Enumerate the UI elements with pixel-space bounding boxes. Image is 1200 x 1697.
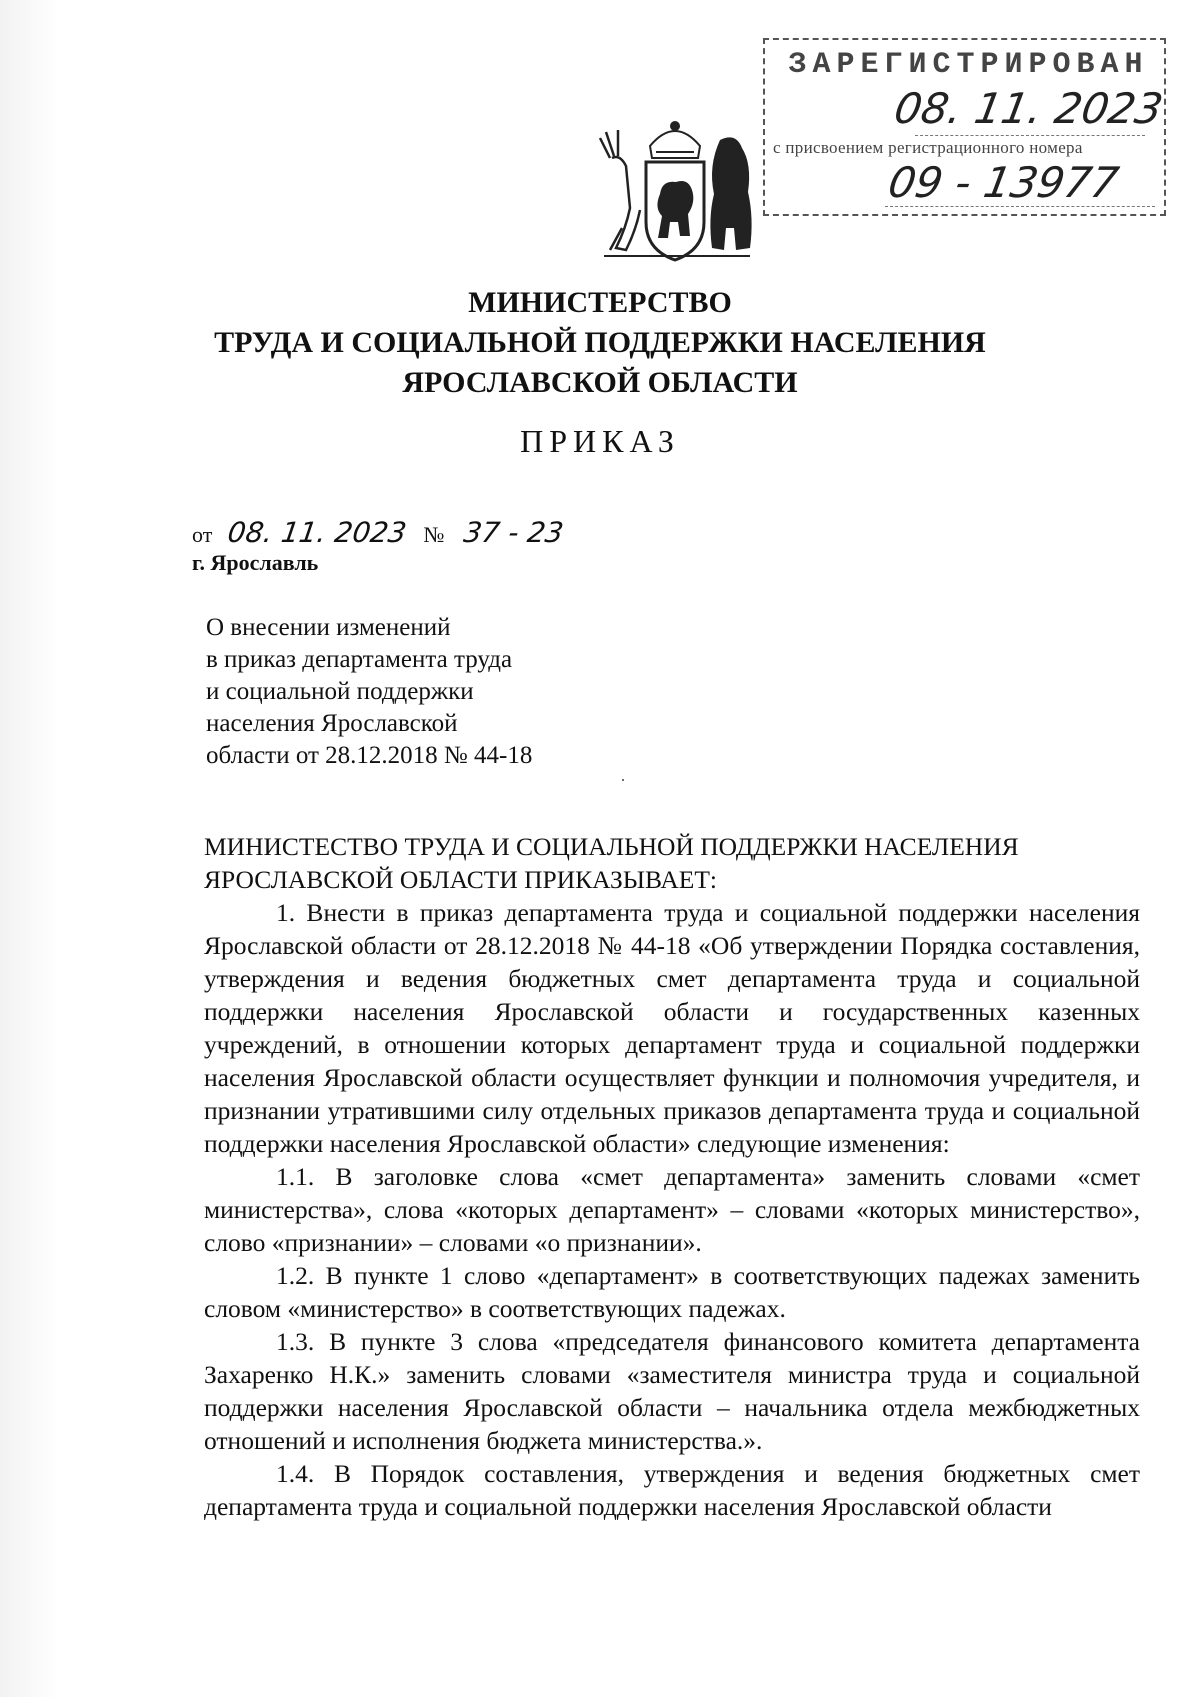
handwritten-number: 37 - 23 (461, 516, 566, 549)
number-prefix: № (423, 522, 445, 547)
stamp-title: ЗАРЕГИСТРИРОВАН (788, 48, 1149, 82)
subject-line: населения Ярославской (206, 710, 458, 737)
subject-line: О внесении изменений (206, 614, 451, 641)
coat-of-arms-icon (590, 118, 760, 268)
registration-stamp (763, 38, 1166, 216)
stamp-date: 08. 11. 2023 (890, 84, 1167, 133)
document-type: ПРИКАЗ (520, 423, 680, 459)
paragraph-1: 1. Внести в приказ департамента труда и социальной поддержки населения Ярославской области от 28.12.2018 № 44-18 «Об утверждении Порядка составления, утверждения и ведения бюджетных смет департамента труда и социальной поддержки населения Ярославской области и государственных казенных учреждений, в отношении которых департамент труда и социальной поддержки населения Ярославской области осуществляет функции и полномочия учредителя, и признании утратившими силу отдельных приказов департамента труда и социальной поддержки населения Ярославской области» следующие изменения: (204, 898, 1140, 1158)
subject-line: области от 28.12.2018 № 44-18 (206, 742, 533, 769)
paragraph-1-4: 1.4. В Порядок составления, утверждения и ведения бюджетных смет департамента труда и социальной поддержки населения Ярославской области (204, 1459, 1140, 1521)
subject-line: и социальной поддержки (206, 678, 474, 705)
org-name-line2: ТРУДА И СОЦИАЛЬНОЙ ПОДДЕРЖКИ НАСЕЛЕНИЯ (214, 326, 986, 359)
city: г. Ярославль (192, 550, 319, 575)
org-name-line3: ЯРОСЛАВСКОЙ ОБЛАСТИ (402, 366, 798, 399)
stamp-divider (915, 135, 1145, 136)
order-lead: МИНИСТЕСТВО ТРУДА И СОЦИАЛЬНОЙ ПОДДЕРЖКИ НАСЕЛЕНИЯ ЯРОСЛАВСКОЙ ОБЛАСТИ ПРИКАЗЫВАЕТ: (204, 832, 1019, 894)
scan-speck: · (620, 770, 626, 790)
document-body (204, 830, 1140, 1523)
subject-line: в приказ департамента труда (206, 646, 513, 673)
paragraph-1-2: 1.2. В пункте 1 слово «департамент» в соответствующих падежах заменить словом «министерство» в соответствующих падежах. (204, 1261, 1140, 1323)
scan-edge-shadow (0, 0, 60, 1697)
document-subject (206, 612, 532, 772)
org-name-line1: МИНИСТЕРСТВО (468, 286, 732, 319)
paragraph-1-3: 1.3. В пункте 3 слова «председателя финансового комитета департамента Захаренко Н.К.» заменить словами «заместителя министра труда и социальной поддержки населения Ярославской области – начальника отдела межбюджетных отношений и исполнения бюджета министерства.». (204, 1327, 1140, 1455)
date-prefix: от (192, 522, 213, 547)
stamp-note: с присвоением регистрационного номера (773, 138, 1083, 157)
handwritten-date: 08. 11. 2023 (225, 516, 409, 549)
paragraph-1-1: 1.1. В заголовке слова «смет департамента» заменить словами «смет министерства», слова «которых департамент» – словами «которых министерство», слово «признании» – словами «о признании». (204, 1162, 1140, 1257)
stamp-number: 09 - 13977 (884, 158, 1123, 207)
stamp-divider (885, 206, 1155, 207)
date-number-line (192, 516, 566, 549)
